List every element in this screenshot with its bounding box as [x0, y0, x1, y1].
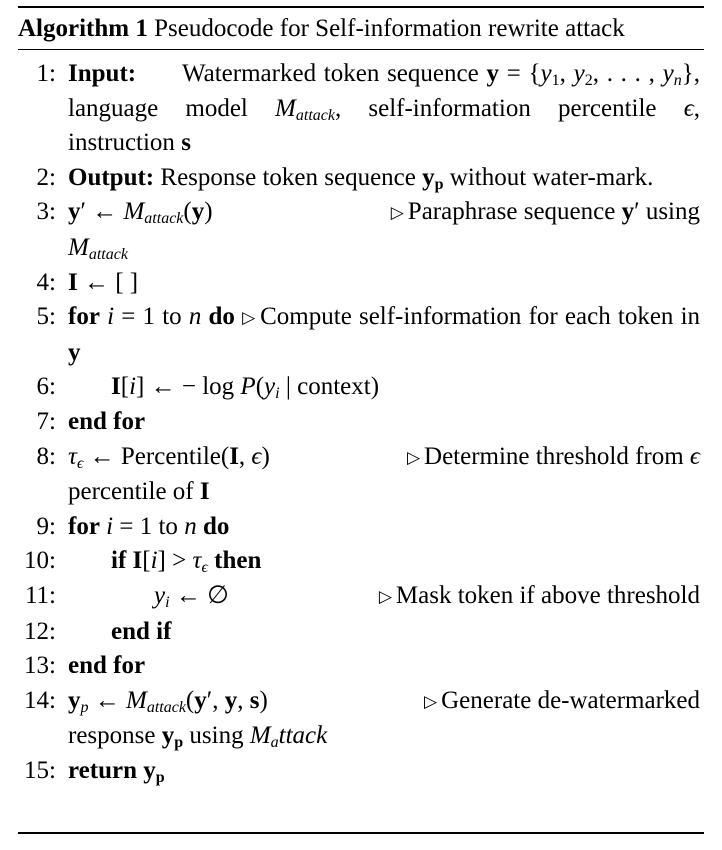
line-number: 7:	[36, 407, 56, 435]
comment-text: Determine threshold from	[424, 442, 684, 470]
line-number: 14:	[24, 686, 56, 714]
algorithm-line-4	[0, 266, 722, 301]
line-comment: ▷ Determine threshold from ϵ	[406, 442, 700, 470]
comment-text: Compute self-information for each token in	[260, 303, 701, 331]
top-rule	[18, 6, 704, 8]
algorithm-line-7	[0, 405, 722, 440]
line-number: 10:	[24, 547, 56, 575]
line-number: 6:	[36, 373, 56, 401]
line-content: Input: Watermarked token sequence $y = \{y_1$, $y_2$, . . . , $y_n$}, language model $M_{attack}$, self-information percentile ϵ, instruction s	[68, 60, 701, 157]
line-content: $\tau_\epsilon$ ← Percentile(I, ϵ) ▷ Determine threshold from ϵ percentile of I	[68, 440, 700, 510]
algorithm-line-8	[0, 440, 722, 510]
line-content	[68, 649, 700, 684]
line-content: I[i] ← − $\log P(y_i$ | context)	[111, 373, 380, 403]
line-content: for i = 1 to n do ▷ Compute self-information for each token in y	[68, 303, 701, 366]
if-keyword: if	[111, 547, 127, 575]
line-number: 11:	[24, 581, 56, 609]
bottom-rule	[18, 832, 704, 834]
for-keyword: for	[68, 512, 100, 540]
algorithm-line-13	[0, 649, 722, 684]
line-number: 2:	[36, 163, 56, 191]
comment-triangle-icon: ▷	[242, 308, 257, 328]
line-content: Output: Response token sequence $y_p$ without water-mark.	[68, 163, 654, 193]
algorithm-caption	[18, 10, 704, 48]
do-keyword: do	[208, 303, 235, 331]
input-text: instruction	[68, 129, 175, 157]
line-number: 9:	[36, 512, 56, 540]
line-content	[111, 615, 700, 650]
line-content: return $y_p$	[68, 756, 165, 786]
output-keyword: Output:	[68, 163, 155, 191]
comment-text: Mask token if above threshold	[395, 581, 700, 609]
comment-text: Generate de-watermarked	[441, 686, 700, 714]
algorithm-line-12	[0, 615, 722, 650]
algorithm-line-9	[0, 510, 722, 545]
algorithm-line-5	[0, 300, 722, 370]
line-number: 3:	[36, 198, 56, 226]
caption-title: Pseudocode for Self-information rewrite attack	[154, 15, 625, 42]
algorithm-line-11	[0, 579, 722, 615]
algorithm-line-10	[0, 544, 722, 579]
input-keyword: Input:	[68, 60, 137, 87]
end-for-keyword: end for	[68, 652, 146, 680]
caption-rule	[18, 49, 704, 50]
line-comment	[379, 579, 700, 615]
end-for-keyword: end for	[68, 407, 146, 435]
comment-text: using	[645, 198, 700, 226]
input-text: self-information percentile	[368, 94, 657, 122]
output-text: without water-mark.	[449, 163, 654, 191]
for-keyword: for	[68, 303, 100, 331]
log-function: log	[202, 373, 235, 401]
to-keyword: to	[158, 512, 178, 540]
comment-triangle-icon: ▷	[406, 447, 421, 467]
comment-triangle-icon: ▷	[378, 586, 392, 606]
line-number: 13:	[24, 652, 56, 680]
do-keyword: do	[202, 512, 230, 540]
algorithm-line-14	[0, 684, 722, 754]
line-number: 1:	[36, 60, 56, 87]
to-keyword: to	[162, 303, 182, 331]
return-keyword: return	[68, 756, 137, 784]
algorithm-line-2	[0, 161, 722, 196]
comment-text: Paraphrase sequence	[407, 198, 616, 226]
line-content: $y_p$ ← $M_{attack}(y'$, y, s) ▷ Generate de-watermarked response $y_p$ using $M_attack$	[68, 684, 700, 754]
line-content: if $I[i] > \tau_\epsilon$ then	[111, 547, 262, 577]
then-keyword: then	[214, 547, 262, 575]
caption-label: Algorithm 1	[18, 15, 148, 42]
line-comment	[424, 684, 700, 720]
algorithm-line-15	[0, 754, 722, 789]
line-number: 8:	[36, 442, 56, 470]
line-number: 12:	[24, 617, 56, 645]
line-content	[68, 405, 700, 440]
line-comment: ▷ Paraphrase sequence y′ using	[390, 198, 700, 226]
comment-triangle-icon: ▷	[424, 691, 438, 711]
algorithm-line-1	[0, 57, 722, 161]
line-content: y′ ← $M_{attack}(y)$ ▷ Paraphrase sequence y′ using $M_{attack}$	[68, 195, 700, 265]
algorithm-body	[0, 57, 722, 788]
line-content: $y_i$ ← ∅ ▷ Mask token if above threshold	[154, 579, 700, 615]
comment-text: using	[189, 722, 244, 750]
line-content: for i = 1 to n do	[68, 512, 230, 540]
output-text: Response token sequence	[160, 163, 416, 191]
end-if-keyword: end if	[111, 617, 172, 645]
line-number: 15:	[24, 756, 56, 784]
context-text: context	[297, 373, 371, 401]
algorithm-line-3	[0, 195, 722, 265]
line-number: 5:	[36, 303, 56, 331]
comment-triangle-icon: ▷	[390, 203, 404, 223]
comment-text: response	[68, 722, 156, 750]
input-text: Watermarked token sequence	[182, 60, 479, 87]
comment-text: percentile of	[68, 478, 194, 506]
algorithm-line-6	[0, 370, 722, 405]
line-content: I ← [ ]	[68, 268, 139, 296]
percentile-function: Percentile	[120, 442, 221, 470]
line-number: 4:	[36, 268, 56, 296]
input-text: language model	[68, 94, 248, 122]
